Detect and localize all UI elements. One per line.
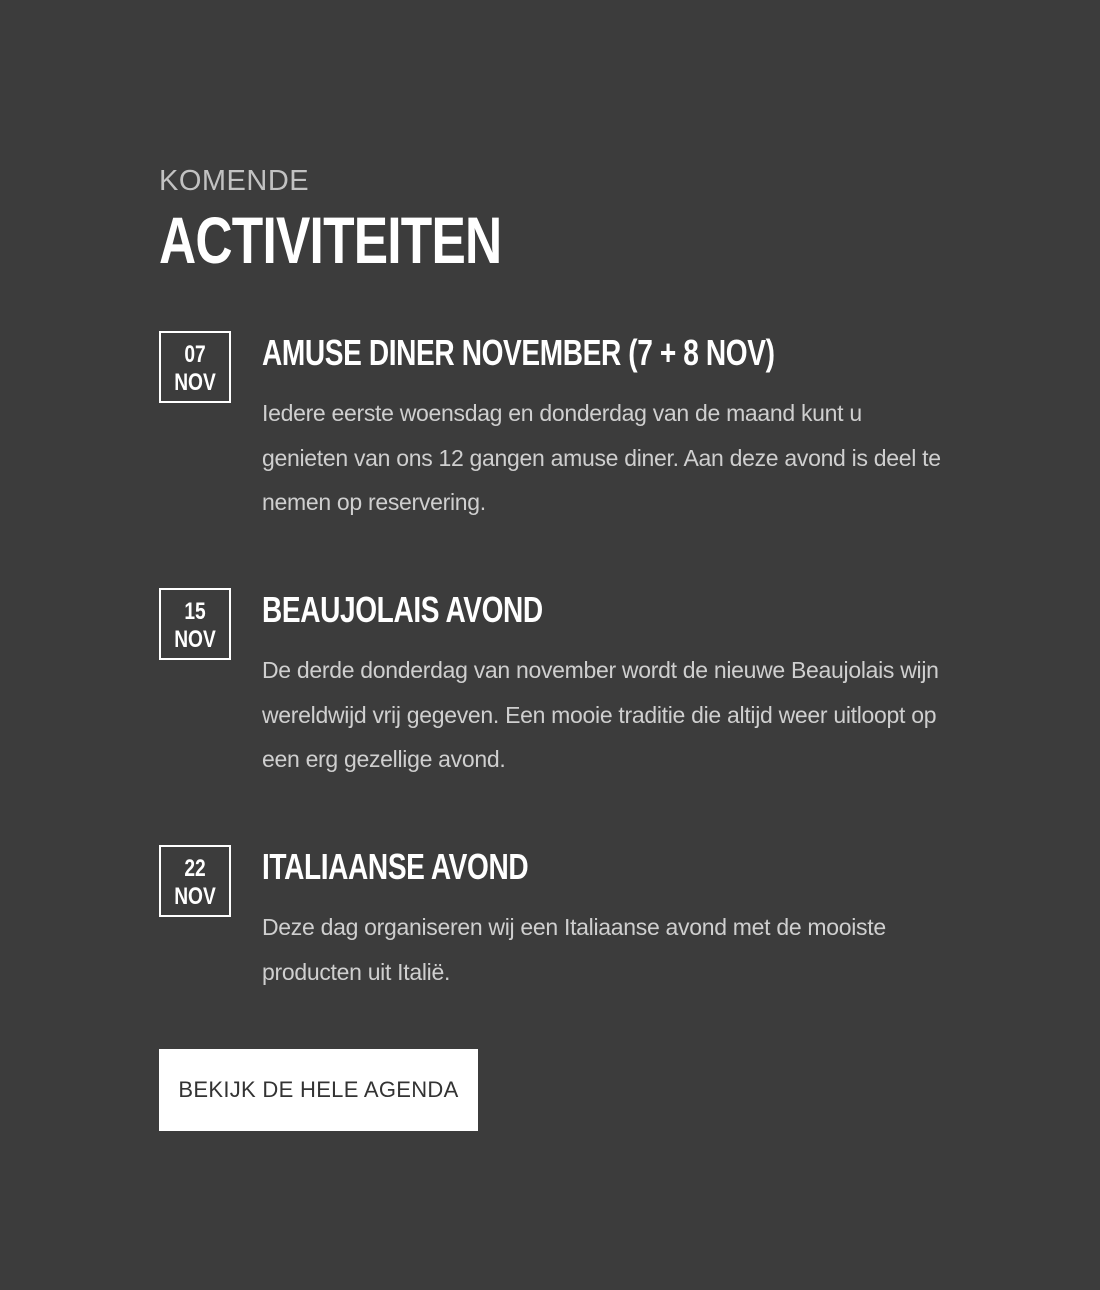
event-date-month: NOV <box>174 369 216 396</box>
event-title[interactable]: AMUSE DINER NOVEMBER (7 + 8 NOV) <box>262 332 775 373</box>
event-description: De derde donderdag van november wordt de nieuwe Beaujolais wijn wereldwijd vrij gegeven. Een mooie traditie die altijd weer uitloopt op een erg gezellige avond. <box>262 657 939 772</box>
event-date-day: 22 <box>184 855 206 882</box>
event-description: Iedere eerste woensdag en donderdag van de maand kunt u genieten van ons 12 gangen amuse diner. Aan deze avond is deel te nemen op reservering. <box>262 400 941 515</box>
event-description: Deze dag organiseren wij een Italiaanse avond met de mooiste producten uit Italië. <box>262 914 886 985</box>
section-eyebrow: KOMENDE <box>159 165 310 197</box>
event-date-month: NOV <box>174 626 216 653</box>
event-date-badge <box>159 331 231 403</box>
event-date-badge <box>159 588 231 660</box>
event-date-month: NOV <box>174 883 216 910</box>
section-title: ACTIVITEITEN <box>159 203 502 277</box>
event-date-day: 15 <box>184 598 206 625</box>
event-date-badge <box>159 845 231 917</box>
event-date-day: 07 <box>184 341 206 368</box>
event-title[interactable]: ITALIAANSE AVOND <box>262 846 529 887</box>
view-full-agenda-button[interactable]: BEKIJK DE HELE AGENDA <box>159 1049 478 1131</box>
event-title[interactable]: BEAUJOLAIS AVOND <box>262 589 543 630</box>
